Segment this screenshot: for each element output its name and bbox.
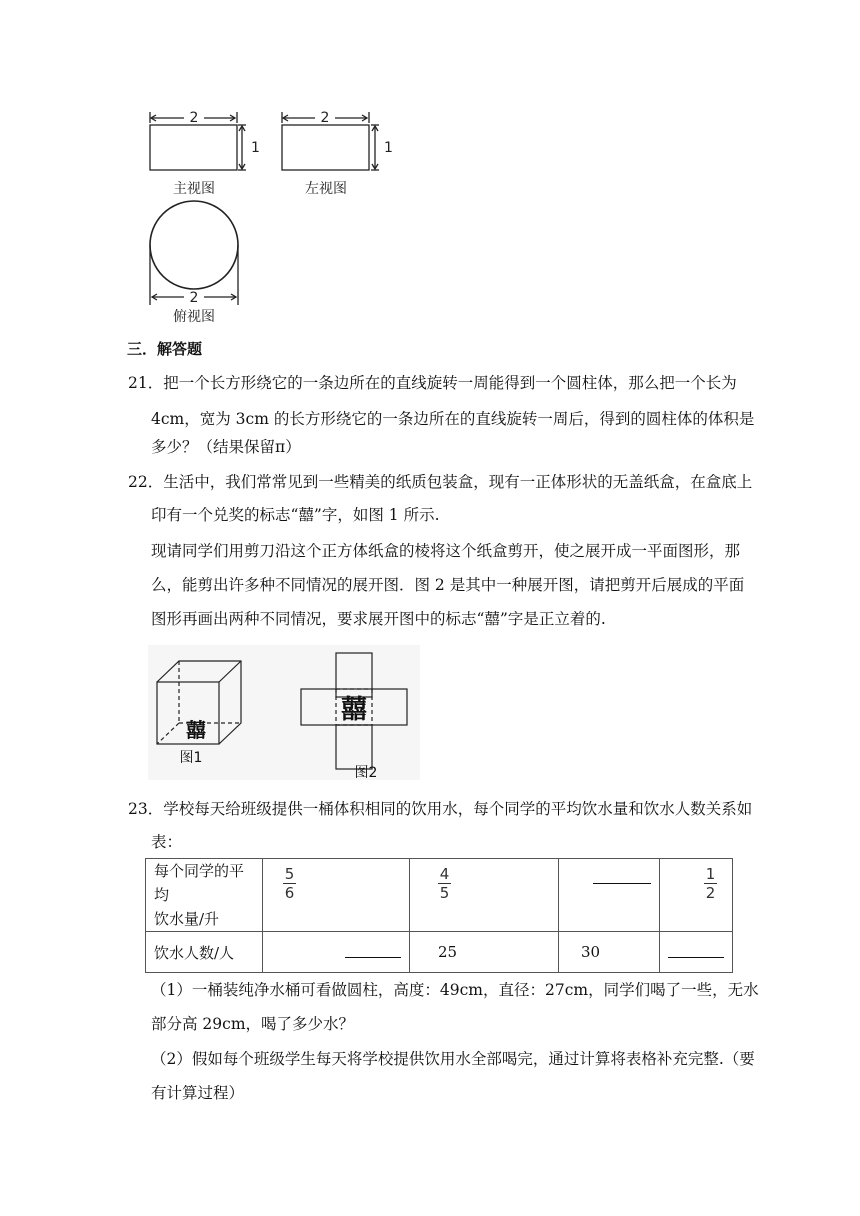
front-view-width-label: 2 [189,110,199,126]
answer-blank[interactable] [345,943,401,958]
q21-line1: 21．把一个长方形绕它的一条边所在的直线旋转一周能得到一个圆柱体，那么把一个长为 [128,374,737,392]
table-header-line: 饮水量/升 [154,910,220,928]
table-cell [660,932,733,973]
left-view-width-label: 2 [320,110,330,126]
cube-double-happiness-symbol: 囍 [186,718,206,742]
q22-line4: 么，能剪出许多种不同情况的展开图．图 2 是其中一种展开图，请把剪开后展成的平面 [151,576,745,594]
q22-line5: 图形再画出两种不同情况，要求展开图中的标志“囍”字是正立着的. [151,610,606,628]
table-cell: 30 [559,932,660,973]
q23-line2: 表： [151,833,183,851]
answer-blank[interactable] [593,869,651,884]
q23-part1-line1: （1）一桶装纯净水桶可看做圆柱，高度：49cm，直径：27cm，同学们喝了一些，无水 [151,981,759,999]
q23-part1-line2: 部分高 29cm，喝了多少水？ [151,1015,355,1033]
q22-line1: 22．生活中，我们常常见到一些精美的纸质包装盒，现有一正体形状的无盖纸盒，在盒底上 [128,473,753,491]
q22-line3: 现请同学们用剪刀沿这个正方体纸盒的棱将这个纸盒剪开，使之展开成一平面图形，那 [151,542,741,560]
table-cell [263,859,410,932]
q22-line2: 印有一个兑奖的标志“囍”字，如图 1 所示. [151,506,440,524]
front-view-caption: 主视图 [173,181,215,197]
left-view-height-label: 1 [384,140,393,156]
q23-line1: 23．学校每天给班级提供一桶体积相同的饮用水，每个同学的平均饮水量和饮水人数关系如 [128,800,753,818]
table-cell [263,932,410,973]
front-view-height-label: 1 [251,140,260,156]
table-header-line: 每个同学的平均 [154,862,245,904]
fraction: $\frac{4}{5}$ [439,865,450,902]
answer-blank[interactable] [668,943,724,958]
table-cell [559,859,660,932]
top-view-width-label: 2 [189,290,199,306]
table-row [146,859,733,932]
left-view-caption: 左视图 [305,181,347,197]
table-cell [660,859,733,932]
table-cell: 25 [410,932,559,973]
cube-and-net-figure [148,645,420,780]
water-table [145,858,733,973]
q23-part2-line1: （2）假如每个班级学生每天将学校提供饮用水全部喝完，通过计算将表格补充完整.（要 [151,1050,755,1068]
section-title: 三．解答题 [127,340,203,358]
net-double-happiness-symbol: 囍 [340,695,368,725]
fraction: $\frac{1}{2}$ [705,865,716,902]
fig2-caption: 图2 [354,765,378,780]
q21-line2: 4cm，宽为 3cm 的长方形绕它的一条边所在的直线旋转一周后，得到的圆柱体的体积是 [151,410,755,428]
q23-part2-line2: 有计算过程） [151,1084,245,1102]
top-view-caption: 俯视图 [173,309,215,325]
fraction: $\frac{5}{6}$ [284,865,295,902]
table-row [146,932,733,973]
table-cell [410,859,559,932]
fig1-caption: 图1 [179,750,203,766]
table-header-cell [146,859,263,932]
three-views-figure [140,105,400,327]
q21-line3: 多少？（结果保留π） [151,438,301,456]
table-header-cell: 饮水人数/人 [146,932,263,973]
